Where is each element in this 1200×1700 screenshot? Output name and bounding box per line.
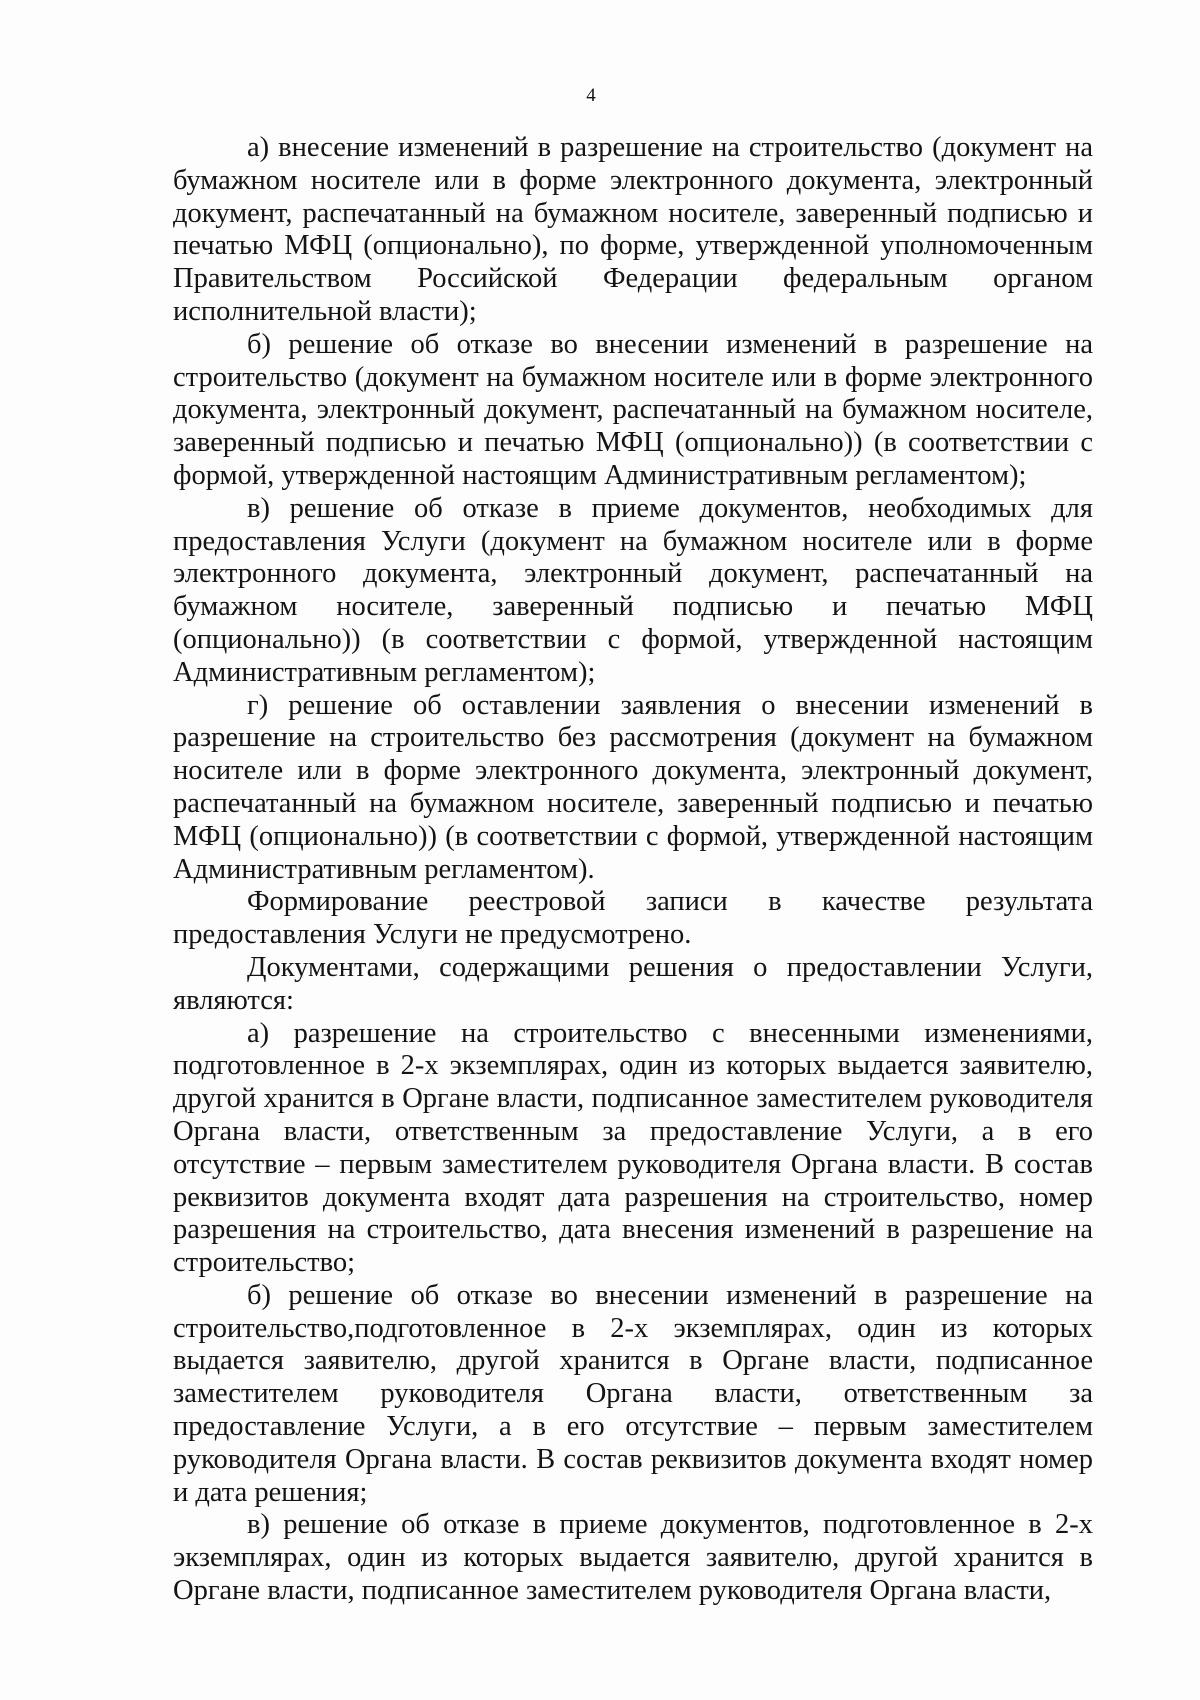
paragraph-a-amendment-permit: а) внесение изменений в разрешение на строительство (документ на бумажном носителе или в форме электронного документа, электронный документ, распечатанный на бумажном носителе, заверенный подписью и печатью МФЦ (опционально), по форме, утвержденной уполномоченным Правительством Российской Федерации федеральным органом исполнительной власти); (173, 132, 1093, 327)
document-body (173, 132, 1093, 1608)
paragraph-b-refusal-amendment: б) решение об отказе во внесении изменений в разрешение на строительство (документ на бумажном носителе или в форме электронного документа, электронный документ, распечатанный на бумажном носителе, заверенный подписью и печатью МФЦ (опционально)) (в соответствии с формой, утвержденной настоящим Административным регламентом); (173, 328, 1093, 491)
paragraph-registry-record: Формирование реестровой записи в качестве результата предоставления Услуги не предусмотрено. (173, 886, 1093, 951)
paragraph-a-permit-copies: а) разрешение на строительство с внесенными изменениями, подготовленное в 2-х экземплярах, один из которых выдается заявителю, другой хранится в Органе власти, подписанное заместителем руководителя Органа власти, ответственным за предоставление Услуги, а в его отсутствие – первым заместителем руководителя Органа власти. В состав реквизитов документа входят дата разрешения на строительство, номер разрешения на строительство, дата внесения изменений в разрешение на строительство; (173, 1017, 1093, 1279)
paragraph-b-refusal-copies: б) решение об отказе во внесении изменений в разрешение на строительство,подготовленное в 2-х экземплярах, один из которых выдается заявителю, другой хранится в Органе власти, подписанное заместителем руководителя Органа власти, ответственным за предоставление Услуги, а в его отсутствие – первым заместителем руководителя Органа власти. В состав реквизитов документа входят номер и дата решения; (173, 1279, 1093, 1508)
paragraph-documents-intro: Документами, содержащими решения о предоставлении Услуги, являются: (173, 951, 1093, 1016)
paragraph-v-refusal-documents: в) решение об отказе в приеме документов, необходимых для предоставления Услуги (документ на бумажном носителе или в форме электронного документа, электронный документ, распечатанный на бумажном носителе, заверенный подписью и печатью МФЦ (опционально)) (в соответствии с формой, утвержденной настоящим Административным регламентом); (173, 492, 1093, 688)
page-number: 4 (586, 85, 596, 106)
paragraph-v-refusal-documents-copies: в) решение об отказе в приеме документов, подготовленное в 2-х экземплярах, один из которых выдается заявителю, другой хранится в Органе власти, подписанное заместителем руководителя Органа власти, (173, 1509, 1093, 1607)
paragraph-g-leave-without-consideration: г) решение об оставлении заявления о внесении изменений в разрешение на строительство без рассмотрения (документ на бумажном носителе или в форме электронного документа, электронный документ, распечатанный на бумажном носителе, заверенный подписью и печатью МФЦ (опционально)) (в соответствии с формой, утвержденной настоящим Административным регламентом). (173, 689, 1093, 885)
